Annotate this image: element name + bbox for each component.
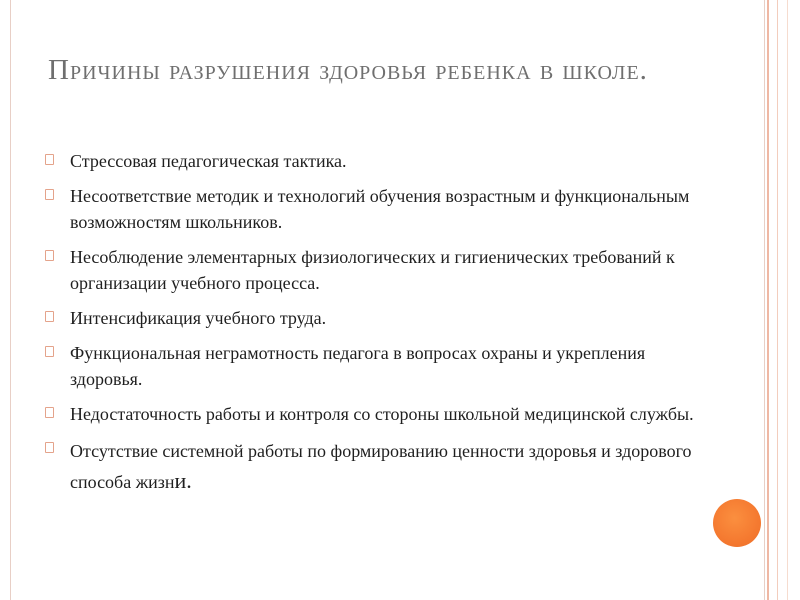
bullet-text: Несоответствие методик и технологий обучения возрастным и функциональным возможностям школьников.	[70, 186, 690, 232]
bullet-square-icon	[44, 249, 54, 261]
bullet-text: Отсутствие системной работы по формированию ценности здоровья и здорового способа жизн	[70, 441, 692, 492]
bullet-item	[44, 183, 704, 235]
bullet-square-icon	[44, 441, 54, 453]
bullet-list	[44, 148, 704, 506]
bullet-square-icon	[44, 188, 54, 200]
bullet-text: Функциональная неграмотность педагога в вопросах охраны и укрепления здоровья.	[70, 343, 646, 389]
bullet-text-suffix: и.	[174, 468, 192, 493]
bullet-item	[44, 305, 704, 331]
bullet-square-icon	[44, 310, 54, 322]
bullet-text: Недостаточность работы и контроля со стороны школьной медицинской службы.	[70, 404, 694, 424]
bullet-square-icon	[44, 406, 54, 418]
side-rule	[787, 0, 788, 600]
bullet-item	[44, 340, 704, 392]
side-rule	[767, 0, 769, 600]
side-rule	[777, 0, 778, 600]
bullet-item	[44, 401, 704, 427]
slide-title: Причины разрушения здоровья ребенка в школе.	[48, 54, 648, 86]
bullet-text: Стрессовая педагогическая тактика.	[70, 151, 347, 171]
bullet-item	[44, 244, 704, 296]
bullet-item	[44, 148, 704, 174]
orange-circle-decoration	[713, 499, 761, 547]
bullet-text: Интенсификация учебного труда.	[70, 308, 327, 328]
bullet-square-icon	[44, 153, 54, 165]
bullet-square-icon	[44, 345, 54, 357]
bullet-item	[44, 436, 704, 497]
bullet-text: Несоблюдение элементарных физиологических и гигиенических требований к организации учебного процесса.	[70, 247, 675, 293]
